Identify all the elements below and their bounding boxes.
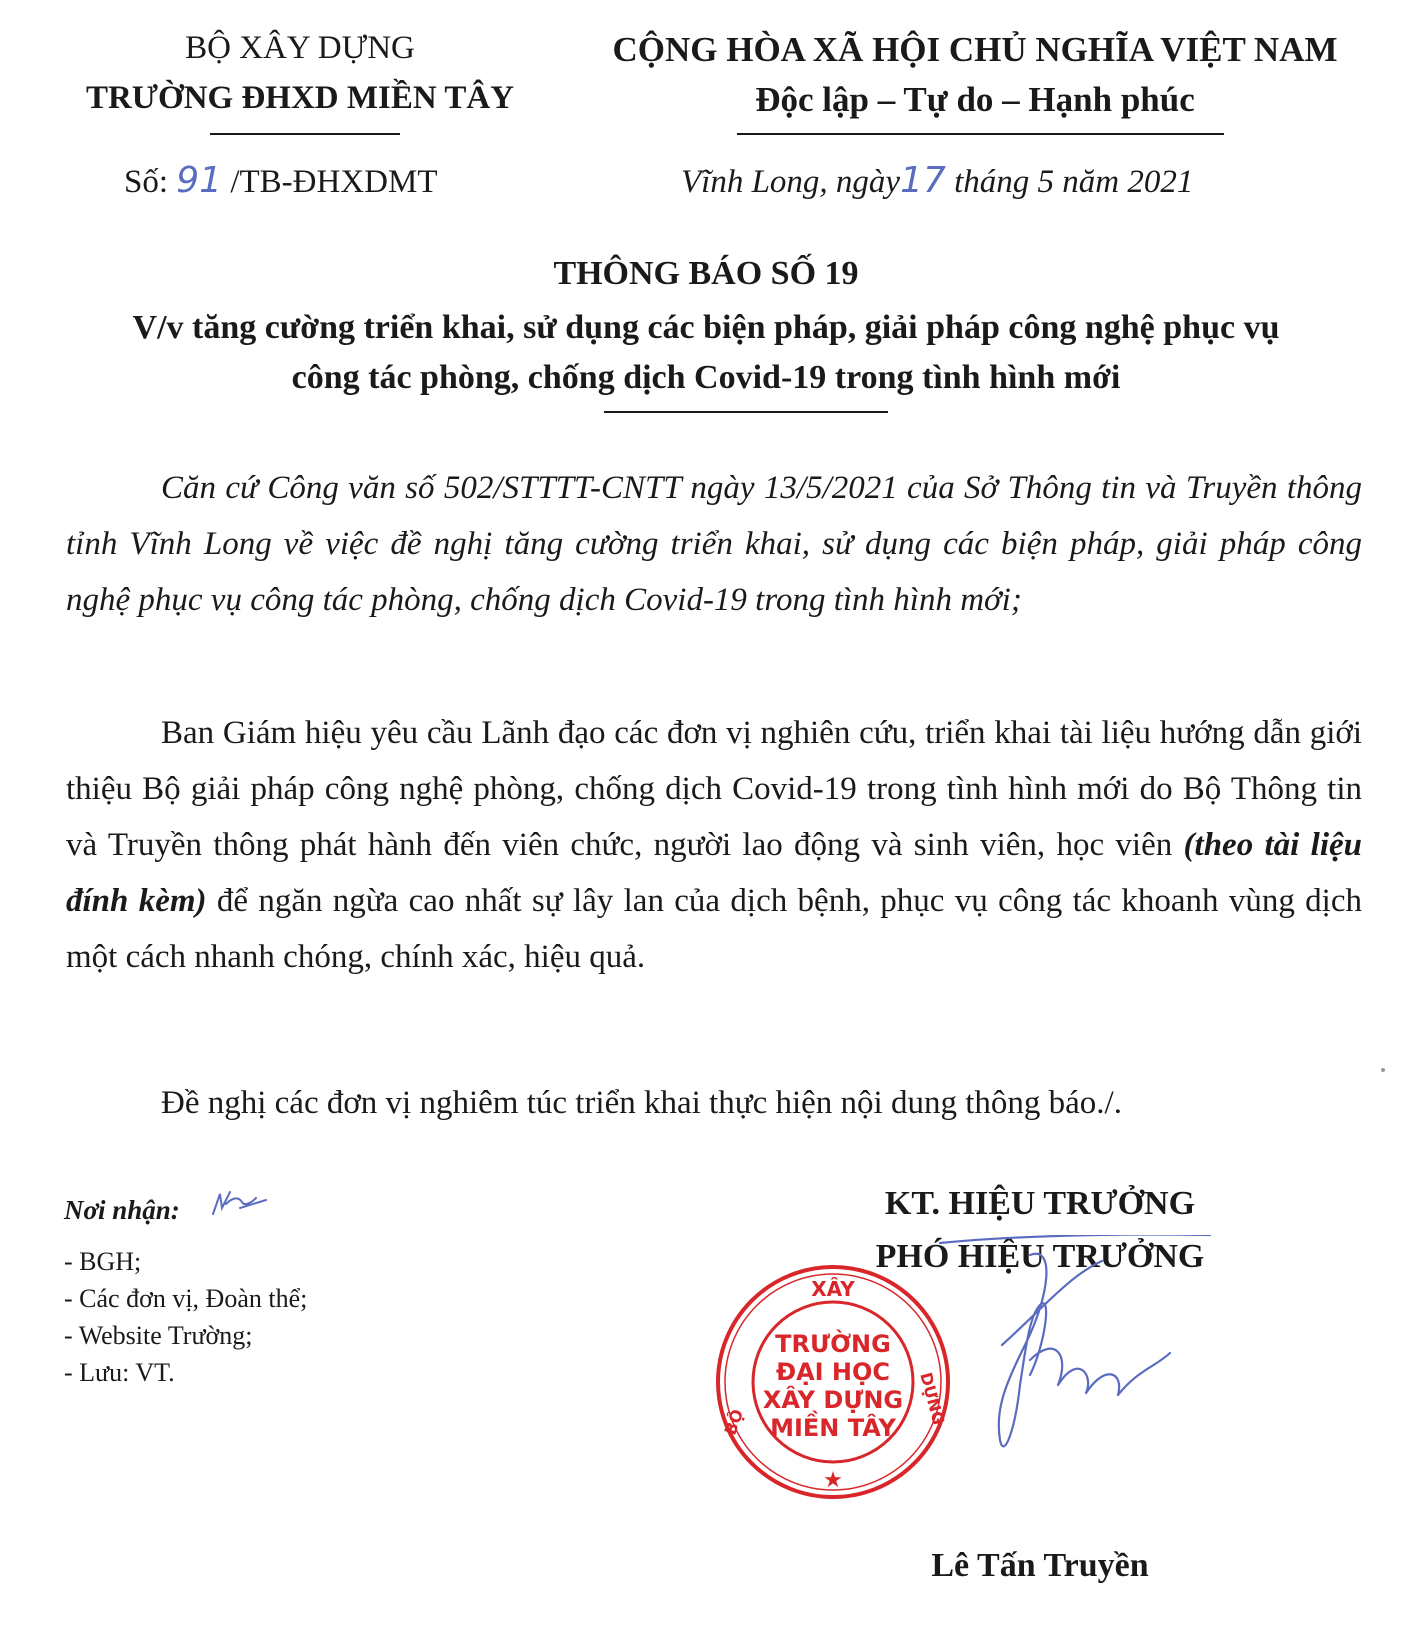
recipient-item: - BGH; [64, 1247, 142, 1276]
signer-title-1: KT. HIỆU TRƯỞNG [884, 1185, 1196, 1222]
ministry-name: BỘ XÂY DỰNG [185, 30, 415, 66]
recipient-item: - Các đơn vị, Đoàn thể; [64, 1284, 308, 1313]
paragraph-request [66, 705, 1362, 985]
svg-text:XÂY DỰNG: XÂY DỰNG [762, 1386, 904, 1414]
notice-title: THÔNG BÁO SỐ 19 [553, 255, 859, 292]
paragraph-legal-basis: Căn cứ Công văn số 502/STTTT-CNTT ngày 13/5/2021 của Sở Thông tin và Truyền thông tỉnh Vĩnh Long về việc đề nghị tăng cường triển khai, sử dụng các biện pháp, giải pháp công nghệ phục vụ công tác phòng, chống dịch Covid-19 trong tình hình mới; [66, 470, 1362, 618]
school-name: TRƯỜNG ĐHXD MIỀN TÂY [85, 80, 515, 116]
date-prefix: Vĩnh Long, ngày [681, 164, 901, 200]
date-day-handwritten: 17 [900, 160, 946, 201]
national-motto: Độc lập – Tự do – Hạnh phúc [755, 80, 1195, 119]
doc-number-prefix: Số: [124, 164, 169, 200]
recipients-list [64, 1243, 307, 1391]
doc-number-suffix: /TB-ĐHXDMT [230, 164, 438, 200]
paragraph-closing: Đề nghị các đơn vị nghiêm túc triển khai thực hiện nội dung thông báo./. [161, 1085, 1122, 1121]
subject-line-1: V/v tăng cường triển khai, sử dụng các biện pháp, giải pháp công nghệ phục vụ [132, 309, 1280, 346]
svg-text:MIỀN TÂY: MIỀN TÂY [770, 1414, 896, 1442]
notice-subject [60, 303, 1352, 403]
initials-mark [210, 1186, 270, 1218]
scan-speck [1381, 1068, 1385, 1072]
date-suffix: tháng 5 năm 2021 [954, 164, 1194, 200]
signer-title-2: PHÓ HIỆU TRƯỞNG [875, 1238, 1205, 1275]
doc-number-handwritten: 91 [176, 160, 223, 201]
title-underline [604, 411, 888, 413]
request-text: Ban Giám hiệu yêu cầu Lãnh đạo các đơn vị nghiên cứu, triển khai tài liệu hướng dẫn giới thiệu Bộ giải pháp công nghệ phòng, chống dịch Covid-19 trong tình hình mới do Bộ Thông tin và Truyền thông phát hành đến viên chức, người lao động và sinh viên, học viên [66, 715, 1362, 863]
school-underline [210, 133, 400, 135]
motto-underline [737, 133, 1224, 135]
recipient-item: - Lưu: VT. [64, 1358, 175, 1387]
subject-line-2: công tác phòng, chống dịch Covid-19 trong tình hình mới [291, 359, 1121, 396]
svg-text:DỰNG: DỰNG [916, 1370, 949, 1427]
recipients-label: Nơi nhận: [64, 1195, 180, 1225]
svg-text:TRƯỜNG: TRƯỜNG [775, 1330, 891, 1358]
handwritten-signature [880, 1235, 1220, 1465]
attachment-note: (theo tài liệu đính kèm) [66, 827, 1362, 919]
request-text-end: để ngăn ngừa cao nhất sự lây lan của dịch bệnh, phục vụ công tác khoanh vùng dịch một cách nhanh chóng, chính xác, hiệu quả. [66, 883, 1362, 975]
recipient-item: - Website Trường; [64, 1321, 253, 1350]
svg-text:ĐẠI HỌC: ĐẠI HỌC [775, 1358, 891, 1386]
national-title: CỘNG HÒA XÃ HỘI CHỦ NGHĨA VIỆT NAM [612, 30, 1338, 69]
svg-text:★: ★ [823, 1468, 843, 1493]
document-date [681, 160, 1193, 201]
document-number [124, 160, 438, 201]
svg-text:XÂY: XÂY [811, 1277, 855, 1301]
svg-text:BỘ: BỘ [720, 1406, 748, 1438]
signer-name: Lê Tấn Truyền [931, 1547, 1149, 1584]
